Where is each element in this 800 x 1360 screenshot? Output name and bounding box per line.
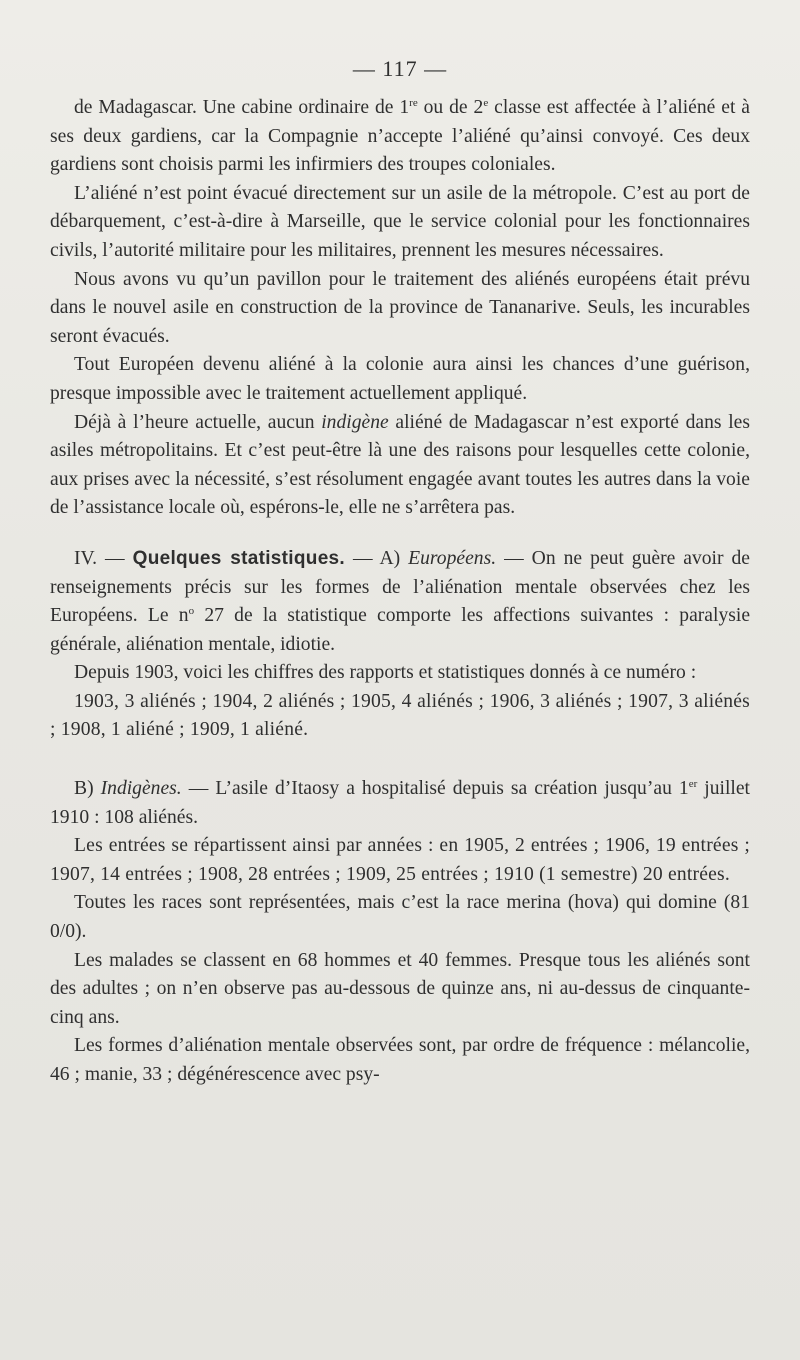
text-run: — L’asile d’Itaosy a hospitalisé depuis sa création jusqu’au 1 (181, 778, 689, 800)
superscript: o (188, 605, 195, 618)
text-run: — A) (345, 547, 409, 569)
text-run: Déjà à l’heure actuelle, aucun (74, 411, 322, 433)
subsection-title: Indigènes. (100, 778, 182, 800)
paragraph-12: Les malades se classent en 68 hommes et 40 femmes. Presque tous les aliénés sont des adultes ; on n’en observe pas au-dessous de quinze ans, ni au-dessus de cinquante-cinq ans. (50, 949, 750, 1028)
text-run: — On ne peut guère avoir de renseignements précis sur les formes de l’aliénation mentale observées chez les Européens. Le n (50, 547, 751, 627)
paragraph-entries-by-year: Les entrées se répartissent ainsi par années : en 1905, 2 entrées ; 1906, 19 entrées ; 1907, 14 entrées ; 1908, 28 entrées ; 1909, 25 entrées ; 1910 (1 semestre) 20 entrées. (50, 835, 750, 885)
text-run: IV. — (74, 547, 133, 569)
superscript: e (483, 97, 489, 109)
section-heading: Quelques statistiques. (132, 547, 346, 569)
page-body (50, 94, 750, 1090)
text-run: juillet 1910 : 108 aliénés. (50, 778, 750, 828)
text-run: aliéné de Madagascar n’est exporté dans les asiles métropolitains. Et c’est peut-être là une des raisons pour lesquelles cette colonie, aux prises avec la nécessité, s’est résolument engagée avant toutes les autres dans la voie de l’assistance locale où, espérons-le, elle ne s’arrêtera pas. (50, 411, 750, 519)
paragraph-4: Tout Européen devenu aliéné à la colonie aura ainsi les chances d’une guérison, presque impossible avec le traitement actuellement appliqué. (50, 354, 750, 404)
paragraph-11: Toutes les races sont représentées, mais c’est la race merina (hova) qui domine (81 0/0). (50, 892, 750, 943)
paragraph-2: L’aliéné n’est point évacué directement sur un asile de la métropole. C’est au port de débarquement, c’est-à-dire à Marseille, que le service colonial pour les fonctionnaires civils, l’autorité militaire pour les militaires, prennent les mesures nécessaires. (50, 182, 750, 261)
superscript: re (409, 97, 418, 109)
paragraph-7: Depuis 1903, voici les chiffres des rapports et statistiques donnés à ce numéro : (74, 662, 697, 684)
paragraph-13: Les formes d’aliénation mentale observées sont, par ordre de fréquence : mélancolie, 46 ; manie, 33 ; dégénérescence avec psy- (50, 1035, 750, 1085)
text-run: ou de 2 (417, 97, 484, 118)
paragraph-1 (50, 94, 750, 180)
paragraph-statistics-europeans: 1903, 3 aliénés ; 1904, 2 aliénés ; 1905, 4 aliénés ; 1906, 3 aliénés ; 1907, 3 aliénés ; 1908, 1 aliéné ; 1909, 1 aliéné. (50, 690, 750, 741)
section-heading-paragraph (50, 545, 750, 659)
page-number: — 117 — (352, 56, 448, 81)
emphasis: indigène (321, 411, 389, 433)
superscript: er (688, 778, 698, 791)
subsection-title: Européens. (408, 547, 497, 569)
text-run: 27 de la statistique comporte les affections suivantes : paralysie générale, aliénation mentale, idiotie. (50, 605, 751, 655)
subsection-indigenes (50, 775, 750, 832)
paragraph-5 (50, 409, 750, 523)
text-run: classe est affectée à l’aliéné et à ses deux gardiens, car la Compagnie n’accepte l’aliéné qu’ainsi convoyé. Ces deux gardiens sont choisis parmi les infirmiers des troupes coloniales. (50, 97, 750, 176)
paragraph-3: Nous avons vu qu’un pavillon pour le traitement des aliénés européens était prévu dans le nouvel asile en construction de la province de Tananarive. Seuls, les incurables seront évacués. (50, 268, 750, 347)
text-run: B) (74, 778, 101, 800)
text-run: de Madagascar. Une cabine ordinaire de 1 (74, 97, 410, 118)
